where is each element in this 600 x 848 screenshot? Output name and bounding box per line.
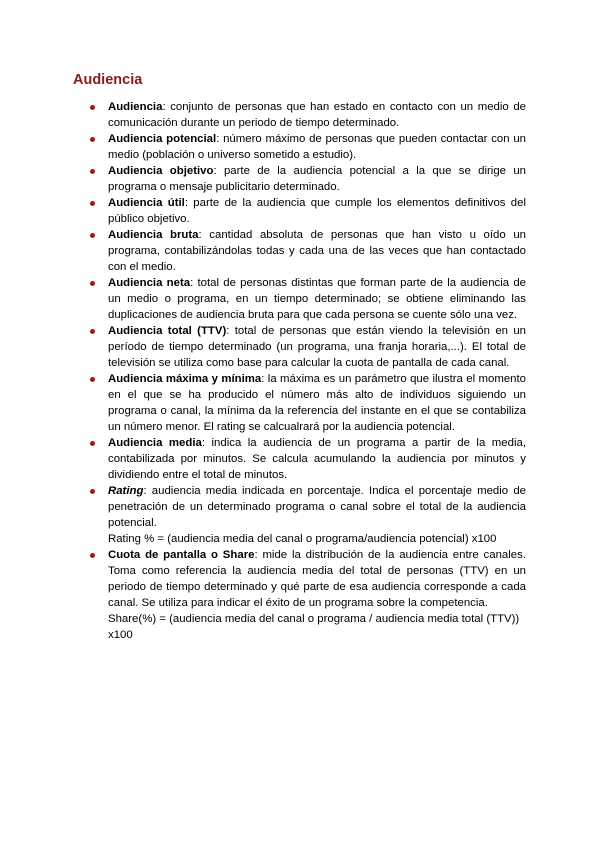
definition-text: : conjunto de personas que han estado en contacto con un medio de comunicación durante un periodo de tiempo determinado. [108, 101, 526, 129]
term-label: Cuota de pantalla o Share [108, 549, 255, 561]
bullet-icon [90, 137, 95, 142]
section-title: Audiencia [73, 72, 143, 88]
term-label: Audiencia bruta [108, 229, 199, 241]
term-label: Audiencia útil [108, 197, 185, 209]
definition-list [108, 99, 526, 643]
definition-text: : audiencia media indicada en porcentaje. Indica el porcentaje medio de penetración de un determinado programa o canal sobre el total de la audiencia potencial. [108, 485, 526, 529]
term-label: Rating [108, 485, 144, 497]
list-item [108, 435, 526, 483]
definition-text: : la máxima es un parámetro que ilustra el momento en el que se ha producido el número más alto de individuos siguiendo un programa o canal, la mínima da la referencia del instante en el que se contabiliza un número menor. El rating se calcualrará por la audiencia potencial. [108, 373, 526, 433]
list-item [108, 195, 526, 227]
bullet-icon [90, 329, 95, 334]
list-item [108, 131, 526, 163]
bullet-icon [90, 105, 95, 110]
definition-text: : cantidad absoluta de personas que han visto u oído un programa, contabilizándolas todas y cada una de las veces que han contactado con el medio. [108, 229, 526, 273]
definition-text: : número máximo de personas que pueden contactar con un medio (población o universo sometido a estudio). [108, 133, 526, 161]
formula-text: Share(%) = (audiencia media del canal o programa / audiencia media total (TTV)) x100 [108, 613, 520, 641]
definition-text: : parte de la audiencia que cumple los elementos definitivos del público objetivo. [108, 197, 526, 225]
bullet-icon [90, 201, 95, 206]
term-label: Audiencia objetivo [108, 165, 214, 177]
term-label: Audiencia neta [108, 277, 191, 289]
list-item [108, 371, 526, 435]
bullet-icon [90, 441, 95, 446]
definition-text: : indica la audiencia de un programa a partir de la media, contabilizada por minutos. Se calcula acumulando la audiencia por minutos y dividiendo entre el total de minutos. [108, 437, 526, 481]
definition-text: : mide la distribución de la audiencia entre canales. Toma como referencia la audiencia media del total de personas (TTV) en un periodo de tiempo determinado y qué parte de esa audiencia corresponde a cada canal. Se utiliza para indicar el éxito de un programa sobre la competencia. [108, 549, 526, 609]
definition-text: : total de personas distintas que forman parte de la audiencia de un medio o programa, en un tiempo determinado; se obtiene eliminando las duplicaciones de audiencia bruta para que cada persona se cuente sólo una vez. [108, 277, 526, 321]
bullet-icon [90, 281, 95, 286]
definition-text: : total de personas que están viendo la televisión en un período de tiempo determinado (un programa, una franja horaria,...). El total de televisión se utiliza como base para calcular la cuota de pantalla de cada canal. [108, 325, 526, 369]
list-item [108, 227, 526, 275]
formula-text: Rating % = (audiencia media del canal o programa/audiencia potencial) x100 [108, 533, 497, 545]
bullet-icon [90, 553, 95, 558]
bullet-icon [90, 169, 95, 174]
list-item [108, 99, 526, 131]
term-label: Audiencia máxima y mínima [108, 373, 262, 385]
definition-text: : parte de la audiencia potencial a la que se dirige un programa o mensaje publicitario determinado. [108, 165, 527, 193]
list-item [108, 547, 526, 643]
term-label: Audiencia potencial [108, 133, 217, 145]
bullet-icon [90, 377, 95, 382]
term-label: Audiencia [108, 101, 163, 113]
bullet-icon [90, 233, 95, 238]
list-item [108, 163, 526, 195]
list-item [108, 483, 526, 547]
term-label: Audiencia total (TTV) [108, 325, 227, 337]
bullet-icon [90, 489, 95, 494]
list-item [108, 275, 526, 323]
term-label: Audiencia media [108, 437, 202, 449]
list-item [108, 323, 526, 371]
